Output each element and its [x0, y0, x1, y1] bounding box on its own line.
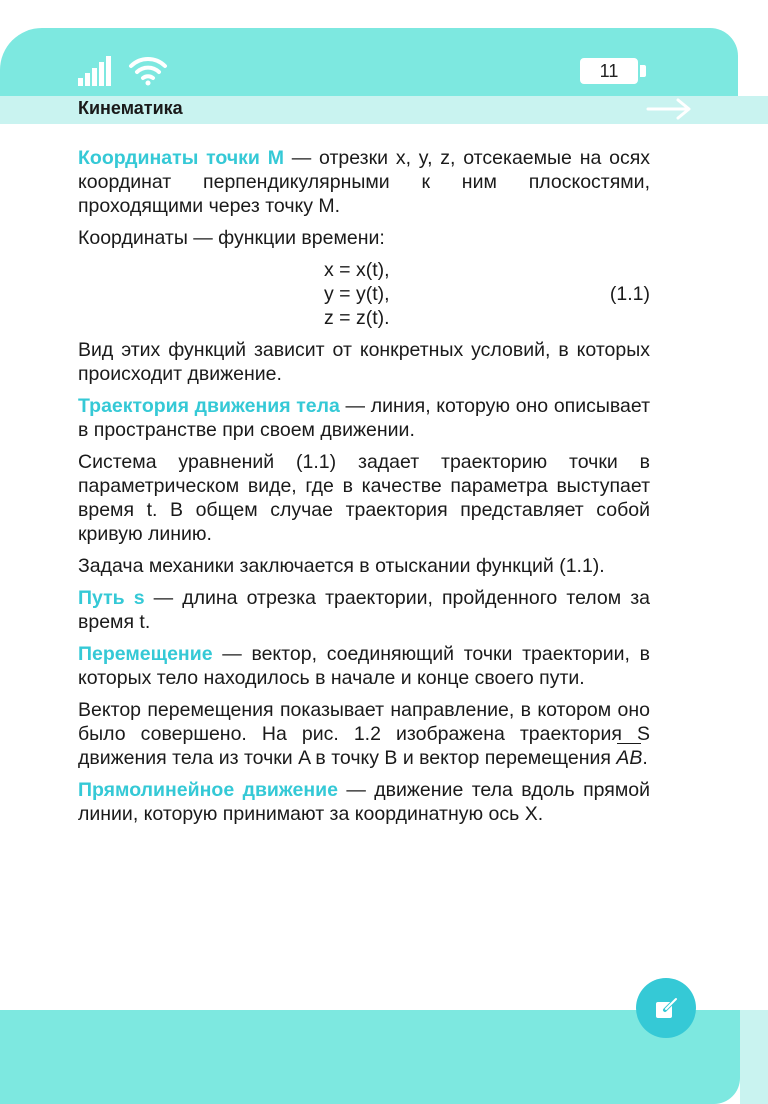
term-rectilinear-motion: Прямолинейное движение — [78, 779, 338, 801]
paragraph-mechanics-task: Задача механики заключается в отыскании функций (1.1). — [78, 555, 605, 577]
footer-right-strip — [740, 1010, 768, 1104]
edit-button[interactable] — [636, 978, 696, 1038]
header-right-strip — [738, 96, 768, 124]
wifi-icon — [128, 54, 168, 86]
paragraph-trajectory: Траектория движения тела — линия, которую оно описывает в пространстве при своем движении. — [78, 395, 650, 441]
formula-line-y: y = y(t), — [324, 283, 390, 305]
term-coordinates: Координаты точки M — [78, 147, 284, 169]
formula-line-x: x = x(t), — [324, 259, 390, 281]
signal-icon — [78, 56, 114, 86]
battery-icon — [580, 58, 638, 84]
paragraph-path: Путь s — длина отрезка траектории, пройденного телом за время t. — [78, 587, 650, 633]
edit-icon — [653, 995, 679, 1021]
paragraph-displacement-vector: Вектор перемещения показывает направление, в котором оно было совершено. На рис. 1.2 изображена траектория S движения тела из точки A в точку B и вектор перемещения AB. — [78, 699, 650, 769]
page-content — [78, 146, 650, 834]
footer-band — [0, 1010, 740, 1104]
paragraph-equation-system: Система уравнений (1.1) задает траекторию точки в параметрическом виде, где в качестве параметра выступает время t. В общем случае траектория представляет собой кривую линию. — [78, 451, 650, 545]
paragraph-functions: Координаты — функции времени: — [78, 227, 385, 249]
battery-tip — [640, 65, 646, 77]
paragraph-displacement: Перемещение — вектор, соединяющий точки траектории, в которых тело находилось в начале и конце своего пути. — [78, 643, 650, 689]
equation-number: (1.1) — [609, 283, 650, 305]
formula-1-1 — [78, 258, 650, 330]
term-trajectory: Траектория движения тела — [78, 395, 340, 417]
section-title: Кинематика — [78, 98, 183, 118]
paragraph-function-form: Вид этих функций зависит от конкретных условий, в которых происходит движение. — [78, 339, 650, 385]
page-number: 11 — [599, 60, 619, 81]
term-displacement: Перемещение — [78, 643, 213, 665]
formula-line-z: z = z(t). — [324, 307, 390, 329]
vector-ab: AB — [616, 747, 643, 769]
paragraph-coordinates: Координаты точки M — отрезки x, y, z, отсекаемые на осях координат перпендикулярными к ним плоскостями, проходящими через точку M. — [78, 147, 650, 217]
arrow-right-icon[interactable] — [646, 98, 692, 120]
term-path: Путь s — [78, 587, 145, 609]
paragraph-rectilinear: Прямолинейное движение — движение тела вдоль прямой линии, которую принимают за координатную ось X. — [78, 779, 650, 825]
